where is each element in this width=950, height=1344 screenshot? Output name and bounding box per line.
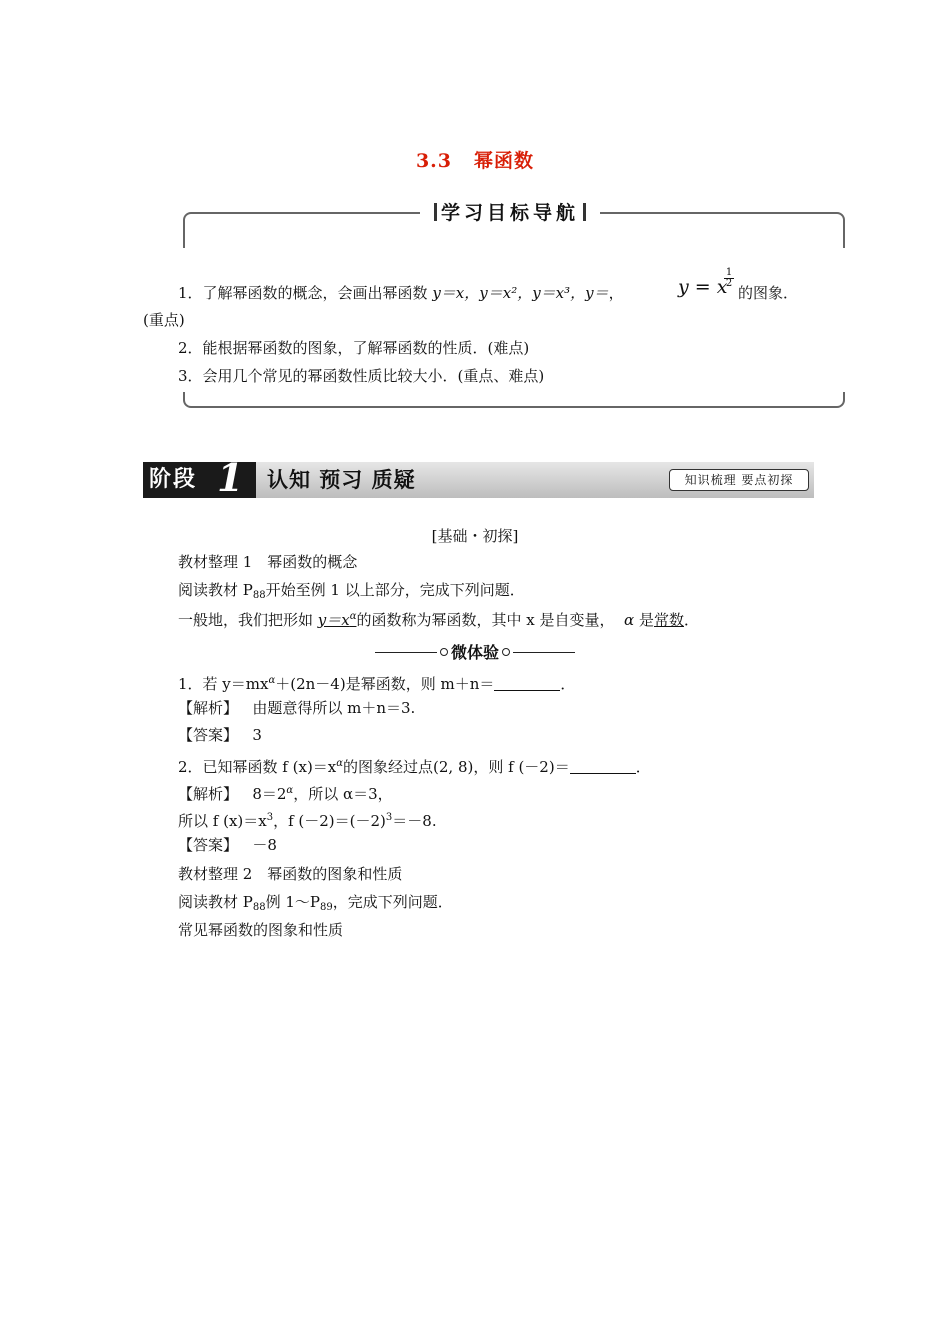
reading-page: 88	[252, 590, 266, 601]
sqrt-formula	[678, 276, 727, 298]
q2-analysis-prefix: 8＝2	[252, 785, 287, 803]
objective-1-text: 1．了解幂函数的概念，会画出幂函数	[178, 284, 433, 302]
divider-dot-left	[440, 648, 448, 656]
definition-constant: 常数	[653, 611, 684, 629]
material-2-heading: 教材整理 2 幂函数的图象和性质	[178, 865, 403, 883]
objectives-frame-bottom	[183, 392, 845, 408]
definition-formula	[318, 611, 357, 629]
stage-banner	[143, 455, 814, 500]
q2-analysis-label: 【解析】	[178, 785, 239, 803]
section-label: [基础・初探]	[431, 527, 519, 545]
q1-analysis-label: 【解析】	[178, 699, 239, 717]
definition-middle: 的函数称为幂函数，其中 x 是自变量，	[356, 611, 615, 629]
definition-is: 是	[638, 611, 654, 629]
q1-stem-suffix: ＋(2n－4)是幂函数，则 m＋n＝	[275, 675, 495, 693]
q2-line2-mid: ，f (－2)＝(－2)	[273, 812, 386, 830]
objective-3: 3．会用几个常见的幂函数性质比较大小．(重点、难点)	[178, 367, 545, 385]
material-2-last-line: 常见幂函数的图象和性质	[178, 921, 344, 939]
q1-stem-exp: α	[268, 675, 276, 686]
page-title	[0, 146, 950, 173]
definition-formula-exp: α	[349, 611, 357, 622]
q2-analysis-exp: α	[286, 785, 294, 796]
divider-line-right	[513, 652, 575, 653]
q2-stem-end: ．	[635, 758, 651, 776]
stage-tag: 知识梳理 要点初探	[669, 469, 809, 491]
q1-answer-label: 【答案】	[178, 726, 239, 744]
stage-title: 认知 预习 质疑	[267, 468, 416, 492]
objective-1-comma: ，	[608, 284, 624, 302]
q1-analysis-text: 由题意得所以 m＋n＝3.	[252, 699, 416, 717]
stage-word: 阶段	[149, 467, 198, 492]
micro-experience-divider	[0, 640, 950, 663]
formula-exponent	[724, 268, 734, 289]
formula-base: y = x	[678, 276, 728, 298]
objective-1-tag: (重点)	[143, 311, 185, 329]
objective-1-functions: y＝x，y＝x²，y＝x³，y＝	[432, 284, 609, 302]
exp-numerator: 1	[725, 267, 733, 278]
q2-line2-exp: 3	[266, 812, 274, 823]
section-number: 3.3	[415, 150, 453, 172]
q2-line2-suffix: ＝－8.	[392, 812, 437, 830]
material-2-reading	[178, 892, 453, 918]
question-2	[178, 754, 651, 777]
objectives-header-text: 学习目标导航	[440, 202, 579, 224]
q2-stem-suffix: 的图象经过点(2, 8)，则 f (－2)＝	[343, 758, 570, 776]
q1-answer-blank	[494, 676, 560, 691]
definition-formula-base: y＝x	[317, 611, 350, 629]
definition-line	[178, 607, 699, 630]
header-bar-left	[434, 203, 437, 221]
reading-prefix: 阅读教材 P	[178, 581, 253, 599]
q1-answer-value: 3	[252, 726, 262, 744]
reading-suffix: 开始至例 1 以上部分，完成下列问题．	[265, 581, 525, 599]
q2-answer-label: 【答案】	[178, 836, 239, 854]
exp-denominator: 2	[725, 278, 733, 289]
q2-stem-prefix: 2．已知幂函数 f (x)＝x	[178, 758, 337, 776]
objective-1	[178, 283, 624, 303]
reading2-suffix: ，完成下列问题．	[332, 893, 453, 911]
q2-answer-value: －8	[252, 836, 277, 854]
definition-prefix: 一般地，我们把形如	[178, 611, 318, 629]
divider-dot-right	[502, 648, 510, 656]
q2-stem-exp: α	[336, 758, 344, 769]
reading2-mid: 例 1～P	[265, 893, 321, 911]
reading2-prefix: 阅读教材 P	[178, 893, 253, 911]
objective-1-suffix: 的图象．	[738, 284, 799, 302]
stage-number: 1	[217, 455, 244, 500]
q2-analysis	[178, 781, 393, 804]
q2-answer-blank	[570, 759, 636, 774]
q2-line2-prefix: 所以 f (x)＝x	[178, 812, 267, 830]
q2-analysis-line2	[178, 808, 437, 831]
material-1-heading: 教材整理 1 幂函数的概念	[178, 553, 358, 571]
definition-end: ．	[683, 611, 699, 629]
q2-analysis-suffix: ，所以 α＝3，	[293, 785, 393, 803]
q1-stem-end: ．	[560, 675, 576, 693]
micro-experience-label: 微体验	[450, 643, 499, 662]
definition-alpha: α	[624, 611, 635, 629]
divider-line-left	[375, 652, 437, 653]
q2-answer	[178, 835, 277, 855]
q1-analysis	[178, 698, 415, 718]
reading2-page2: 89	[320, 902, 333, 913]
q1-stem-prefix: 1．若 y＝mx	[178, 675, 269, 693]
question-1	[178, 671, 575, 694]
section-title: 幂函数	[474, 150, 535, 172]
material-1-reading	[178, 580, 525, 606]
q2-line2-exp2: 3	[385, 812, 393, 823]
header-bar-right	[583, 203, 586, 221]
objective-2: 2．能根据幂函数的图象，了解幂函数的性质．(难点)	[178, 339, 530, 357]
q1-answer	[178, 725, 262, 745]
reading2-page1: 88	[252, 902, 266, 913]
objectives-header	[420, 200, 600, 226]
